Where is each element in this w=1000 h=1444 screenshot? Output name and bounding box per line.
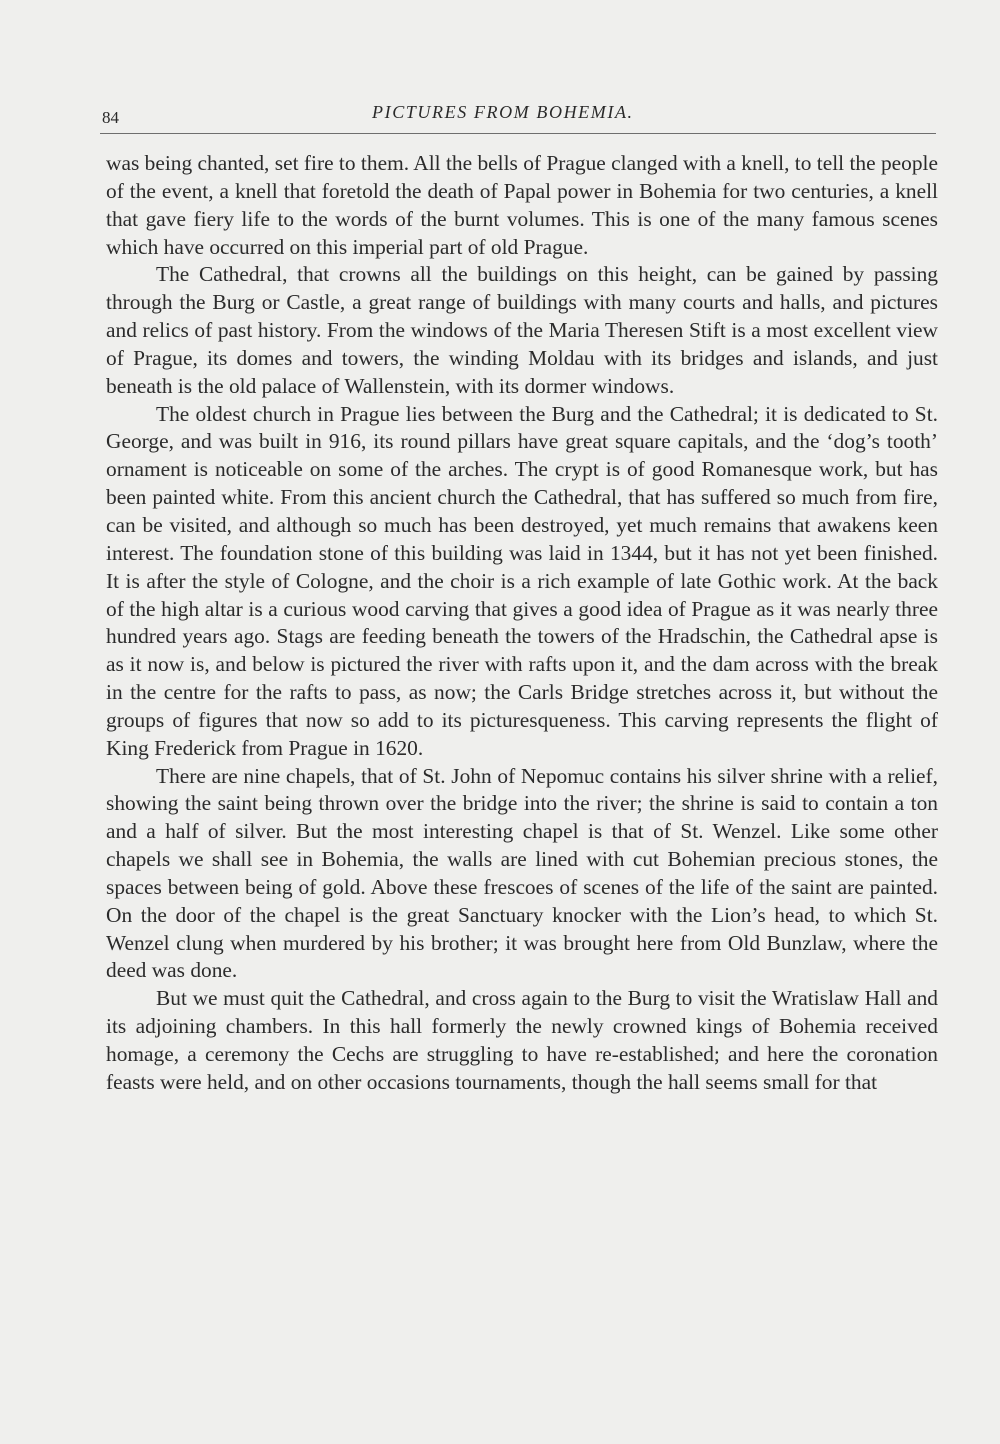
body-text [106, 150, 938, 1097]
running-title: PICTURES FROM BOHEMIA. [372, 102, 634, 122]
header-rule [100, 133, 936, 134]
page-number: 84 [102, 108, 119, 127]
paragraph-continued: was being chanted, set fire to them. All the bells of Prague clanged with a knell, to tell the people of the event, a knell that foretold the death of Papal power in Bohemia for two centuries, a knell that gave fiery life to the words of the burnt volumes. This is one of the many famous scenes which have occurred on this imperial part of old Prague. [106, 151, 938, 259]
paragraph-chapels: There are nine chapels, that of St. John of Nepomuc contains his silver shrine with a relief, showing the saint being thrown over the bridge into the river; the shrine is said to contain a ton and a half of silver. But the most interesting chapel is that of St. Wenzel. Like some other chapels we shall see in Bohemia, the walls are lined with cut Bohemian precious stones, the spaces between being of gold. Above these frescoes of scenes of the life of the saint are painted. On the door of the chapel is the great Sanctuary knocker with the Lion’s head, to which St. Wenzel clung when murdered by his brother; it was brought here from Old Bunzlaw, where the deed was done. [106, 763, 938, 983]
paragraph-cathedral: The Cathedral, that crowns all the buildings on this height, can be gained by passing through the Burg or Castle, a great range of buildings with many courts and halls, and pictures and relics of past history. From the windows of the Maria Theresen Stift is a most excellent view of Prague, its domes and towers, the winding Moldau with its bridges and islands, and just beneath is the old palace of Wallenstein, with its dormer windows. [106, 262, 938, 398]
paragraph-oldest-church: The oldest church in Prague lies between the Burg and the Cathedral; it is dedicated to St. George, and was built in 916, its round pillars have great square capitals, and the ‘dog’s tooth’ ornament is noticeable on some of the arches. The crypt is of good Romanesque work, but has been painted white. From this ancient church the Cathedral, that has suffered so much from fire, can be visited, and although so much has been destroyed, yet much remains that awakens keen interest. The foundation stone of this building was laid in 1344, but it has not yet been finished. It is after the style of Cologne, and the choir is a rich example of late Gothic work. At the back of the high altar is a curious wood carving that gives a good idea of Prague as it was nearly three hundred years ago. Stags are feeding beneath the towers of the Hradschin, the Cathedral apse is as it now is, and below is pictured the river with rafts upon it, and the dam across with the break in the centre for the rafts to pass, as now; the Carls Bridge stretches across it, but without the groups of figures that now so add to its picturesqueness. This carving represents the flight of King Frederick from Prague in 1620. [106, 401, 938, 760]
page-header [100, 100, 940, 140]
paragraph-wratislaw-hall: But we must quit the Cathedral, and cross again to the Burg to visit the Wratislaw Hall and its adjoining chambers. In this hall formerly the newly crowned kings of Bohemia received homage, a ceremony the Cechs are struggling to have re-established; and here the coronation feasts were held, and on other occasions tournaments, though the hall seems small for that [106, 986, 938, 1094]
